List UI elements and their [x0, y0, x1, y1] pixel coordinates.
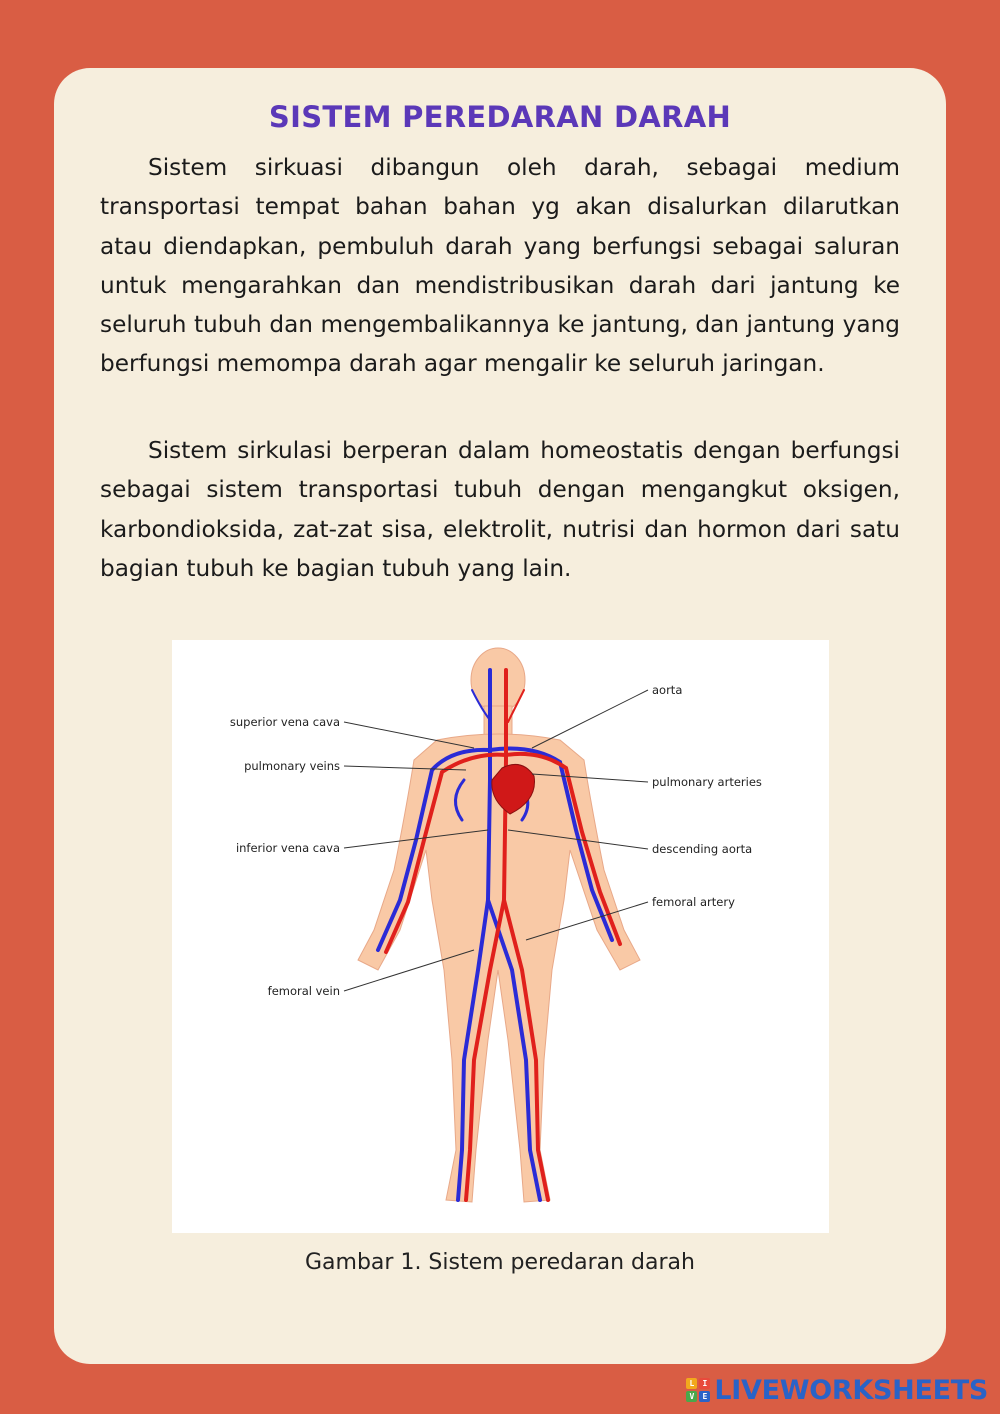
label-aorta: aorta	[652, 683, 683, 697]
label-inferior-vena-cava: inferior vena cava	[235, 841, 340, 855]
label-pulmonary-arteries: pulmonary arteries	[652, 775, 762, 789]
circulatory-system-figure	[172, 640, 829, 1233]
page-title: SISTEM PEREDARAN DARAH	[268, 100, 732, 134]
label-descending-aorta: descending aorta	[652, 842, 753, 856]
label-femoral-artery: femoral artery	[652, 895, 735, 909]
paragraph-1: Sistem sirkuasi dibangun oleh darah, sebagai medium transportasi tempat bahan bahan yg akan disalurkan dilarutkan atau diendapkan, pembuluh darah yang berfungsi sebagai saluran untuk mengarahkan dan mendistribusikan darah dari jantung ke seluruh tubuh dan mengembalikannya ke jantung, dan jantung yang berfungsi memompa darah agar mengalir ke seluruh jaringan.	[100, 154, 900, 378]
circulatory-diagram	[172, 640, 829, 1233]
liveworksheets-brand[interactable]	[686, 1374, 988, 1406]
figure-caption: Gambar 1. Sistem peredaran darah	[305, 1250, 695, 1275]
paragraph-2: Sistem sirkulasi berperan dalam homeostatis dengan berfungsi sebagai sistem transportasi tubuh dengan mengangkut oksigen, karbondioksida, zat-zat sisa, elektrolit, nutrisi dan hormon dari satu bagian tubuh ke bagian tubuh yang lain.	[100, 437, 900, 582]
label-superior-vena-cava: superior vena cava	[229, 715, 340, 729]
label-pulmonary-veins: pulmonary veins	[244, 759, 340, 773]
liveworksheets-logo-icon: L I V E	[686, 1378, 710, 1402]
label-femoral-vein: femoral vein	[267, 984, 340, 998]
brand-text: LIVEWORKSHEETS	[714, 1374, 988, 1406]
